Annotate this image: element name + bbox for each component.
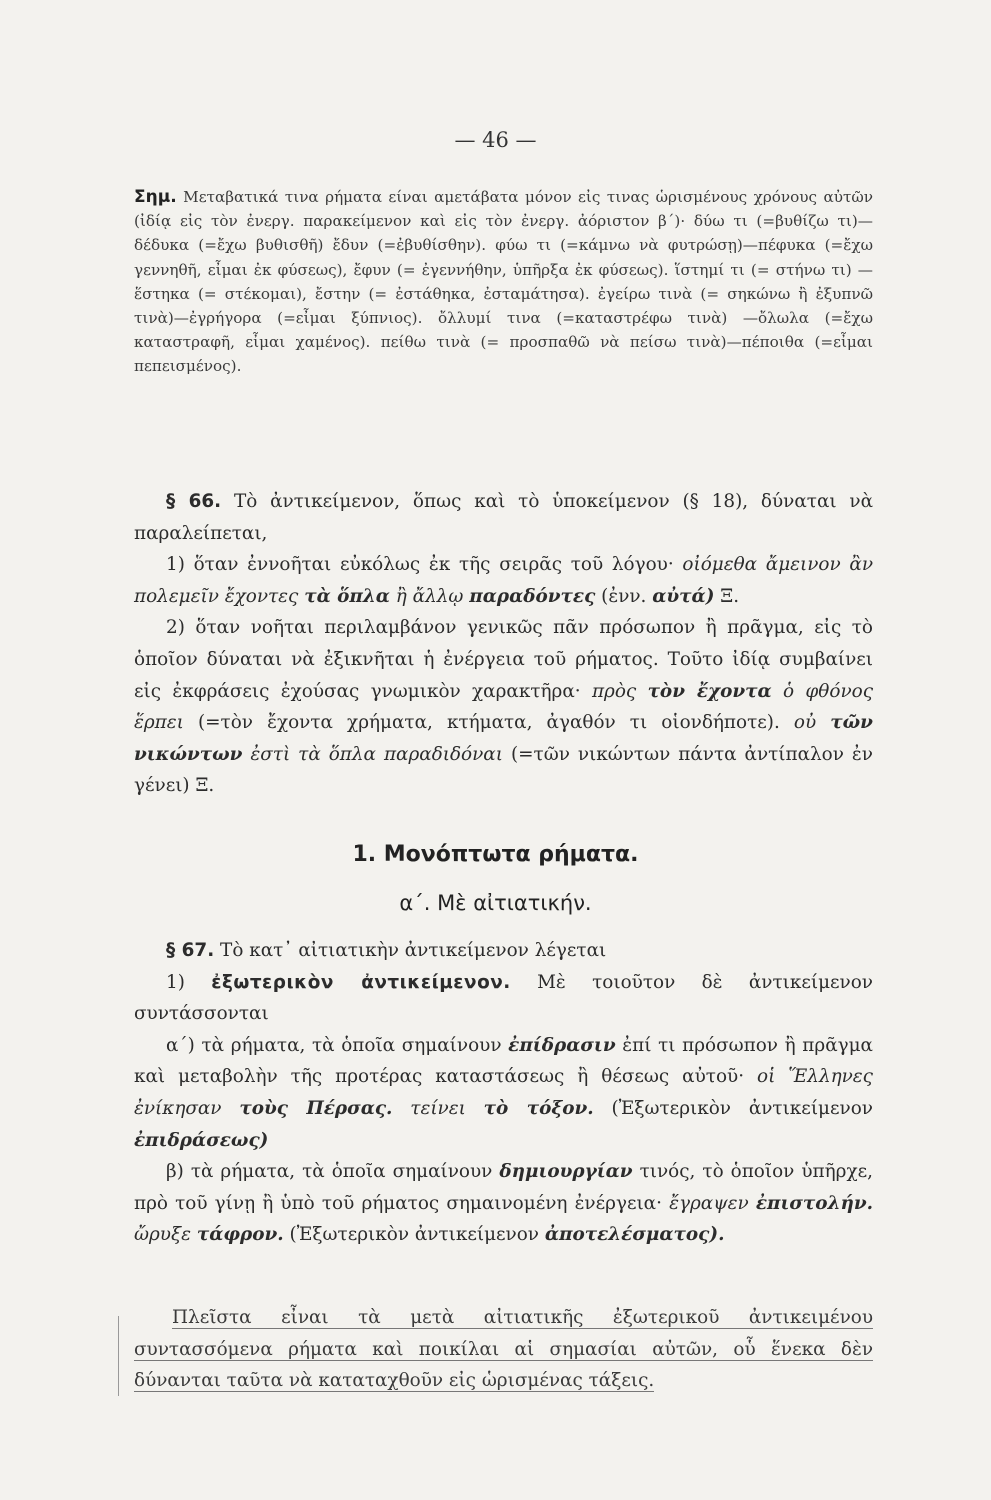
a-emph-1: ἐπίδρασιν: [508, 1034, 616, 1056]
note-text: Μεταβατικά τινα ρήματα είναι αμετάβατα μόνον εἰς τινας ὡρισμένους χρόνους αὐτῶν (ἰδίᾳ εἰς τὸν ἐνεργ. παρακείμενον καὶ εἰς τὸν ἐνεργ. ἀόριστον β΄)· δύω τι (=βυθίζω τι)—δέδυκα (=ἔχω βυθισθῆ) ἔδυν (=ἐβυθίσθην). φύω τι (=κάμνω νὰ φυτρώσῃ)—πέφυκα (=ἔχω γεννηθῆ, εἶμαι ἐκ φύσεως), ἔφυν (= ἐγεννήθην, ὑπῆρξα ἐκ φύσεως). ἵστημί τι (= στήνω τι) — ἕστηκα (= στέκομαι), ἔστην (= ἐστάθηκα, ἐσταμάτησα). ἐγείρω τινὰ (= σηκώνω ἢ ἐξυπνῶ τινὰ)—ἐγρήγορα (=εἶμαι ξύπνιος). ὄλλυμί τινα (=καταστρέφω τινὰ) —ὄλωλα (=ἔχω καταστραφῆ, εἶμαι χαμένος). πείθω τινὰ (= προσπαθῶ νὰ πείσω τινὰ)—πέποιθα (=εἶμαι πεπεισμένος).: [134, 188, 873, 376]
note-block: [134, 185, 873, 379]
p1-term: ἐξωτερικὸν ἀντικείμενον.: [211, 971, 511, 993]
section-66-intro-text: Τὸ ἀντικείμενον, ὅπως καὶ τὸ ὑποκείμενον (§ 18), δύναται νὰ παραλείπεται,: [134, 491, 873, 544]
section-67-a: [134, 1030, 873, 1156]
item1-emph-2: παραδόντες: [469, 585, 596, 607]
section-67-p1: [134, 967, 873, 1030]
item2-quote-3: οὐ: [793, 712, 817, 734]
section-66: [134, 486, 873, 802]
heading-aitiatiki: α΄. Μὲ αἰτιατικήν.: [399, 891, 592, 915]
b-text-3: (Ἐξωτερικὸν ἀντικείμενον: [289, 1224, 539, 1246]
item1-emph: τὰ ὅπλα: [304, 585, 390, 607]
note-paragraph: [134, 185, 873, 379]
item1-source: Ξ.: [720, 585, 740, 607]
margin-mark: [118, 1316, 119, 1396]
item1-emph-3: αὐτά): [652, 585, 715, 607]
a-text-2: ἐπί τι πρόσωπον ἢ πρᾶγμα καὶ μεταβολὴν τῆς προτέρας καταστάσεως ἢ θέσεως αὐτοῦ·: [134, 1034, 873, 1088]
b-text-2: τινός, τὸ ὁποῖον ὑπῆρχε, πρὸ τοῦ γίνῃ ἢ ὑπὸ τοῦ ρήματος σημαινομένη ἐνέργεια·: [134, 1161, 873, 1214]
underlined-paragraph-body: [134, 1302, 873, 1397]
item2-emph: τὸν ἔχοντα: [647, 680, 772, 702]
a-quote-2: τείνει: [410, 1097, 466, 1119]
b-emph-2: ἐπιστολήν.: [755, 1192, 873, 1214]
b-emph-4: ἀποτελέσματος).: [544, 1224, 725, 1246]
note-label: Σημ.: [134, 187, 177, 207]
item2-quote-4: ἐστὶ τὰ ὅπλα παραδιδόναι: [250, 743, 503, 765]
section-67: [134, 935, 873, 1251]
b-quote-1: ἔγραψεν: [669, 1192, 749, 1214]
b-emph-1: δημιουργίαν: [499, 1161, 633, 1183]
section-66-item-1: [134, 549, 873, 612]
a-emph-4: ἐπιδράσεως): [134, 1129, 269, 1151]
page-number: — 46 —: [454, 128, 537, 152]
section-66-number: § 66.: [166, 491, 222, 512]
item2-paren: (=τὸν ἔχοντα χρήματα, κτήματα, ἀγαθόν τι οἱονδήποτε).: [197, 712, 780, 734]
item2-paren-2: (=τῶν νικώντων πάντα ἀντίπαλον ἐν γένει) Ξ.: [134, 743, 873, 797]
item1-text: 1) ὅταν ἐννοῆται εὐκόλως ἐκ τῆς σειρᾶς τοῦ λόγου·: [166, 554, 674, 576]
section-67-intro-text: Τὸ κατ᾽ αἰτιατικὴν ἀντικείμενον λέγεται: [220, 940, 607, 961]
underlined-paragraph: [134, 1302, 873, 1397]
section-67-number: § 67.: [166, 940, 215, 961]
p1-num: 1): [166, 971, 185, 993]
a-text-1: α΄) τὰ ρήματα, τὰ ὁποῖα σημαίνουν: [166, 1034, 502, 1056]
section-67-intro: [134, 935, 873, 967]
item1-quote-2: ἢ ἄλλῳ: [395, 585, 464, 607]
item2-quote-2: ὁ φθόνος ἕρπει: [134, 680, 874, 734]
underlined-text: Πλεῖστα εἶναι τὰ μετὰ αἰτιατικῆς ἐξωτερικοῦ ἀντικειμένου συντασσόμενα ρήματα καὶ ποικίλαι αἱ σημασίαι αὐτῶν, οὗ ἕνεκα δὲν δύνανται ταῦτα νὰ καταταχθοῦν εἰς ὡρισμένας τάξεις.: [134, 1307, 873, 1392]
item2-quote: πρὸς: [591, 680, 637, 702]
section-66-intro: [134, 486, 873, 549]
a-emph-3: τὸ τόξον.: [483, 1097, 594, 1119]
item2-emph-2: τῶν νικώντων: [134, 712, 873, 765]
item1-quote: οἰόμεθα ἄμεινον ἂν πολεμεῖν ἔχοντες: [134, 554, 873, 607]
item2-text: 2) ὅταν νοῆται περιλαμβάνον γενικῶς πᾶν πρόσωπον ἢ πρᾶγμα, εἰς τὸ ὁποῖον δύναται νὰ ἐξικνῆται ἡ ἐνέργεια τοῦ ρήματος. Τοῦτο ἰδίᾳ συμβαίνει εἰς ἐκφράσεις ἐχούσας γνωμικὸν χαρακτῆρα·: [134, 617, 873, 702]
a-text-3: (Ἐξωτερικὸν ἀντικείμενον: [611, 1097, 873, 1119]
a-quote-1: οἱ Ἕλληνες ἐνίκησαν: [134, 1066, 873, 1119]
b-emph-3: τάφρον.: [196, 1224, 284, 1246]
p1-text: Μὲ τοιοῦτον δὲ ἀντικείμενον συντάσσονται: [134, 971, 873, 1025]
b-text-1: β) τὰ ρήματα, τὰ ὁποῖα σημαίνουν: [166, 1161, 493, 1183]
a-emph-2: τοὺς Πέρσας.: [239, 1097, 393, 1119]
section-66-item-2: [134, 612, 873, 802]
item1-paren: (ἐνν.: [601, 585, 647, 607]
b-quote-2: ὤρυξε: [134, 1224, 191, 1246]
section-67-b: [134, 1156, 873, 1251]
heading-monoptota: 1. Μονόπτωτα ρήματα.: [352, 842, 639, 867]
